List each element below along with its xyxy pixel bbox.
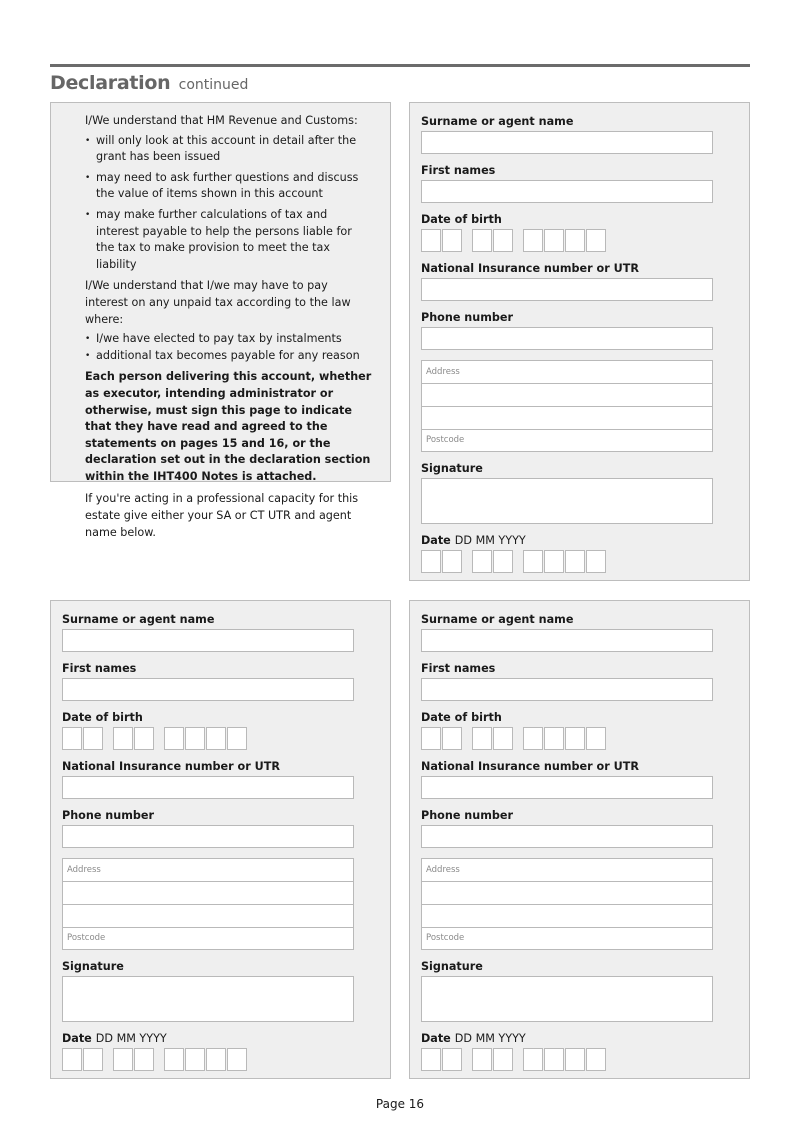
date-label: Date DD MM YYYY [62,1032,167,1045]
dob-label: Date of birth [421,711,502,724]
digit-box[interactable] [586,1048,606,1071]
digit-box[interactable] [586,727,606,750]
date-label: Date DD MM YYYY [421,534,526,547]
signature-label: Signature [421,960,483,973]
first-names-label: First names [421,662,496,675]
digit-box[interactable] [472,727,492,750]
digit-box[interactable] [565,550,585,573]
digit-box[interactable] [523,1048,543,1071]
postcode-placeholder: Postcode [426,435,465,445]
digit-box[interactable] [565,727,585,750]
signature-box[interactable] [421,976,713,1022]
phone-label: Phone number [62,809,154,822]
digit-box[interactable] [421,1048,441,1071]
digit-box[interactable] [472,550,492,573]
ni-input[interactable] [421,278,713,301]
ni-label: National Insurance number or UTR [421,760,639,773]
phone-input[interactable] [62,825,354,848]
statement-bullet: • may need to ask further questions and discuss the value of items shown in this account [85,170,372,203]
surname-label: Surname or agent name [62,613,215,626]
digit-box[interactable] [442,550,462,573]
digit-box[interactable] [493,1048,513,1071]
digit-box[interactable] [472,229,492,252]
digit-box[interactable] [134,727,154,750]
surname-label: Surname or agent name [421,613,574,626]
dob-label: Date of birth [421,213,502,226]
digit-box[interactable] [206,727,226,750]
address-input[interactable] [421,360,713,452]
page-number: Page 16 [375,1097,425,1111]
signature-label: Signature [421,462,483,475]
digit-box[interactable] [544,550,564,573]
signature-box[interactable] [62,976,354,1022]
dob-label: Date of birth [62,711,143,724]
surname-input[interactable] [421,131,713,154]
signature-label: Signature [62,960,124,973]
statement-bullet: • will only look at this account in detail after the grant has been issued [85,133,372,166]
digit-box[interactable] [164,727,184,750]
digit-box[interactable] [544,1048,564,1071]
digit-box[interactable] [185,727,205,750]
first-names-label: First names [62,662,137,675]
first-names-input[interactable] [421,180,713,203]
digit-box[interactable] [586,550,606,573]
date-format-hint: DD MM YYYY [454,1032,526,1045]
digit-box[interactable] [442,727,462,750]
address-input[interactable] [421,858,713,950]
digit-box[interactable] [421,727,441,750]
digit-box[interactable] [206,1048,226,1071]
postcode-placeholder: Postcode [426,933,465,943]
signatory-panel-3 [409,600,750,1079]
surname-label: Surname or agent name [421,115,574,128]
phone-label: Phone number [421,809,513,822]
ni-input[interactable] [421,776,713,799]
page-title: Declaration continued [50,72,249,94]
digit-box[interactable] [523,550,543,573]
digit-box[interactable] [544,727,564,750]
digit-box[interactable] [421,550,441,573]
digit-box[interactable] [113,727,133,750]
digit-box[interactable] [442,1048,462,1071]
digit-box[interactable] [565,1048,585,1071]
digit-box[interactable] [493,229,513,252]
statement-intro: I/We understand that HM Revenue and Customs: [85,114,358,127]
first-names-input[interactable] [62,678,354,701]
ni-input[interactable] [62,776,354,799]
digit-box[interactable] [62,727,82,750]
first-names-input[interactable] [421,678,713,701]
digit-box[interactable] [227,727,247,750]
digit-box[interactable] [544,229,564,252]
ni-label: National Insurance number or UTR [62,760,280,773]
address-placeholder: Address [67,865,101,875]
digit-box[interactable] [83,1048,103,1071]
date-label: Date DD MM YYYY [421,1032,526,1045]
surname-input[interactable] [421,629,713,652]
digit-box[interactable] [134,1048,154,1071]
interest-bullet: • I/we have elected to pay tax by instalments [85,331,372,348]
surname-input[interactable] [62,629,354,652]
digit-box[interactable] [164,1048,184,1071]
digit-box[interactable] [185,1048,205,1071]
signatory-panel-2 [50,600,391,1079]
first-names-label: First names [421,164,496,177]
digit-box[interactable] [586,229,606,252]
digit-box[interactable] [442,229,462,252]
postcode-placeholder: Postcode [67,933,106,943]
date-format-hint: DD MM YYYY [454,534,526,547]
digit-box[interactable] [227,1048,247,1071]
digit-box[interactable] [565,229,585,252]
statement-bullet: • may make further calculations of tax and interest payable to help the persons liable for the tax to make provision to meet the tax liability [85,207,372,273]
page-subtitle: continued [178,77,249,93]
address-placeholder: Address [426,865,460,875]
ni-label: National Insurance number or UTR [421,262,639,275]
digit-box[interactable] [113,1048,133,1071]
signatory-panel-1 [409,102,750,581]
digit-box[interactable] [62,1048,82,1071]
phone-input[interactable] [421,825,713,848]
signing-instruction: Each person delivering this account, whether as executor, intending administrator or otherwise, must sign this page to indicate that they have read and agreed to the statements on pages 15 and 16, or the declaration set out in the declaration section within the IHT400 Notes is attached. [85,370,372,483]
address-input[interactable] [62,858,354,950]
digit-box[interactable] [493,550,513,573]
digit-box[interactable] [83,727,103,750]
professional-capacity-note: If you're acting in a professional capacity for this estate give either your SA or CT UTR and agent name below. [85,492,359,539]
declaration-statement-panel [50,102,391,539]
digit-box[interactable] [421,229,441,252]
interest-statement: I/We understand that I/we may have to pay interest on any unpaid tax according to the law where: [85,279,351,326]
digit-box[interactable] [493,727,513,750]
date-format-hint: DD MM YYYY [95,1032,167,1045]
signature-box[interactable] [421,478,713,524]
phone-input[interactable] [421,327,713,350]
phone-label: Phone number [421,311,513,324]
address-placeholder: Address [426,367,460,377]
digit-box[interactable] [523,727,543,750]
digit-box[interactable] [472,1048,492,1071]
digit-box[interactable] [523,229,543,252]
interest-bullet: • additional tax becomes payable for any reason [85,348,372,365]
header-rule [50,64,750,67]
